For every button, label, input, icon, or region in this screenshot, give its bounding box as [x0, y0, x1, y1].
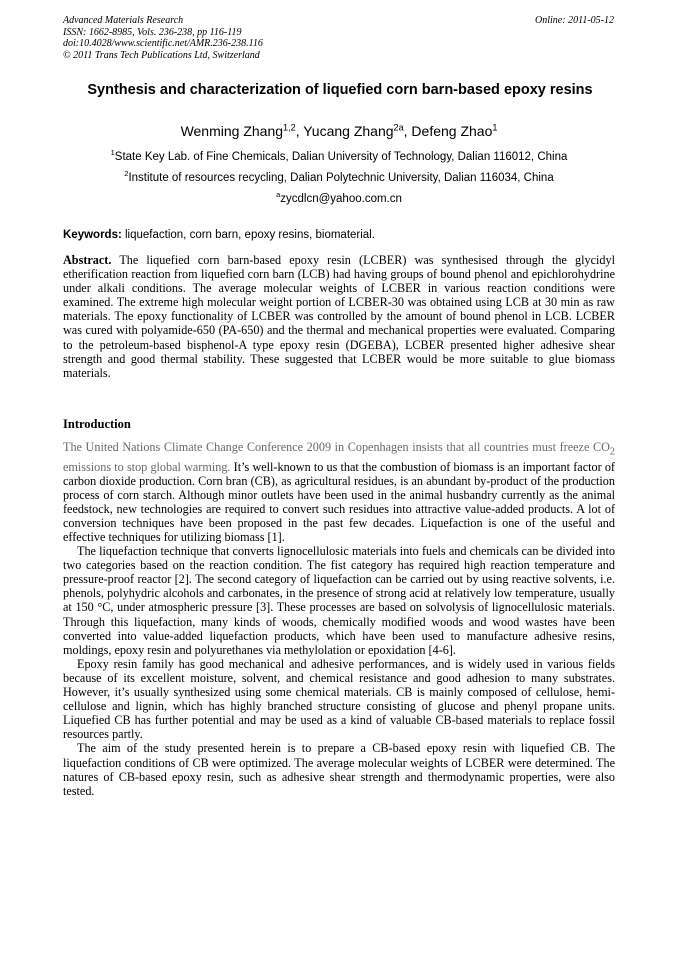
affil-mark: a — [276, 190, 281, 200]
online-date: Online: 2011-05-12 — [535, 15, 614, 26]
intro-text: It’s well-known to us that the combustion of biomass is an important factor of carbon dioxide production. Corn bran (CB), as agricultural residues, is an abundant by-product of the production process of corn starch. Although minor outlets have been used in the animal husbandry currently as the animal feedstock, new technologies are required to convert such residues into attractive value-added products. A lot of conversion techniques have been proposed in the past few decades. Liquefaction is one of the useful and effective techniques for utilizing biomass [1]. — [63, 459, 615, 544]
author-name: Yucang Zhang — [303, 123, 394, 139]
intro-cited-text: emissions to stop global warming. — [63, 459, 231, 474]
affil-mark: 1 — [110, 148, 115, 158]
intro-paragraph-4: The aim of the study presented herein is to prepare a CB-based epoxy resin with liquefied CB. The liquefaction conditions of CB were optimized. The average molecular weights of LCBER were determined. The natures of CB-based epoxy resin, such as adhesive shear strength and thermodynamic properties, were also tested. — [63, 741, 615, 798]
author-email — [0, 192, 678, 206]
subscript: 2 — [609, 446, 615, 458]
abstract — [63, 253, 615, 380]
author-separator: , — [403, 123, 412, 139]
abstract-text: The liquefied corn barn-based epoxy resin (LCBER) was synthesised through the glycidyl etherification reaction from liquefied corn barn (LCB) had having groups of bound phenol and epichlorohydrine under alkali conditions. The average molecular weights of LCBER in various reaction conditions were examined. The extreme high molecular weight portion of LCBER-30 was obtained using LCB at 30 min as raw materials. The epoxy functionality of LCBER was controlled by the amount of bound phenol in LCB. LCBER was cured with polyamide-650 (PA-650) and the thermal and mechanical properties were evaluated. Comparing to the petroleum-based bisphenol-A type epoxy resin (DGEBA), LCBER presented higher adhesive shear strength and good thermal stability. These suggested that LCBER would be more suitable to glue biomass materials. — [63, 253, 615, 380]
journal-name: Advanced Materials Research — [63, 15, 184, 26]
author-list — [0, 123, 678, 140]
section-heading-introduction: Introduction — [63, 417, 131, 431]
author-separator: , — [295, 123, 304, 139]
journal-header — [63, 15, 263, 61]
author-affil-mark: 1,2 — [283, 122, 296, 133]
author-name: Defeng Zhao — [411, 123, 493, 139]
keywords-text: liquefaction, corn barn, epoxy resins, biomaterial. — [125, 229, 375, 241]
affiliation-2 — [0, 171, 678, 185]
intro-paragraph-3: Epoxy resin family has good mechanical and adhesive performances, and is widely used in various fields because of its excellent moisture, solvent, and chemical resistance and good adhesion to many substrates. However, it’s usually synthesized using some chemical materials. CB is mainly composed of cellulose, hemi-cellulose and lignin, which has highly branched structure consisting of glucose and phenyl propane units. Liquefied CB has further potential and may be used as a kind of valuable CB-based materials to replace fossil resources partly. — [63, 656, 615, 742]
intro-cited-text: The United Nations Climate Change Conference 2009 in Copenhagen insists that all countries must freeze CO — [63, 440, 610, 454]
affil-text: State Key Lab. of Fine Chemicals, Dalian University of Technology, Dalian 116012, China — [114, 151, 568, 163]
affil-mark: 2 — [124, 169, 129, 179]
intro-paragraph-2: The liquefaction technique that converts lignocellulosic materials into fuels and chemicals can be divided into two categories based on the reaction condition. The fist category has required high reaction temperature and pressure-proof reactor [2]. The second category of liquefaction can be carried out by using reactive solvents, i.e. phenols, polyhydric alcohols and carbonates, in the presence of strong acid at relatively low temperature, usually at 150 °C, under atmospheric pressure [3]. These processes are based on solvolysis of lignocellulosic materials. Through this liquefaction, many kinds of woods, chemically modified woods and wood wastes have been converted into value-added liquefaction products, which have been used to manufacture adhesive resins, moldings, epoxy resin and polyurethanes via methylolation or epoxidation [4-6]. — [63, 544, 615, 657]
abstract-label: Abstract. — [63, 253, 112, 267]
email-link[interactable]: zycdlcn@yahoo.com.cn — [280, 193, 402, 205]
affil-text: Institute of resources recycling, Dalian Polytechnic University, Dalian 116034, China — [128, 172, 554, 184]
author-name: Wenming Zhang — [180, 123, 284, 139]
intro-paragraph-1 — [63, 440, 615, 544]
copyright-line: © 2011 Trans Tech Publications Ltd, Switzerland — [63, 49, 260, 61]
author-affil-mark: 1 — [492, 122, 498, 133]
issn-line: ISSN: 1662-8985, Vols. 236-238, pp 116-119 — [63, 26, 242, 38]
author-affil-mark: 2a — [393, 122, 404, 133]
keywords-label: Keywords: — [63, 229, 122, 241]
keywords — [63, 228, 615, 242]
paper-title: Synthesis and characterization of liquefied corn barn-based epoxy resins — [87, 82, 593, 98]
doi-line[interactable]: doi:10.4028/www.scientific.net/AMR.236-238.116 — [63, 38, 263, 49]
introduction-body — [63, 440, 615, 798]
affiliation-1 — [0, 150, 678, 164]
